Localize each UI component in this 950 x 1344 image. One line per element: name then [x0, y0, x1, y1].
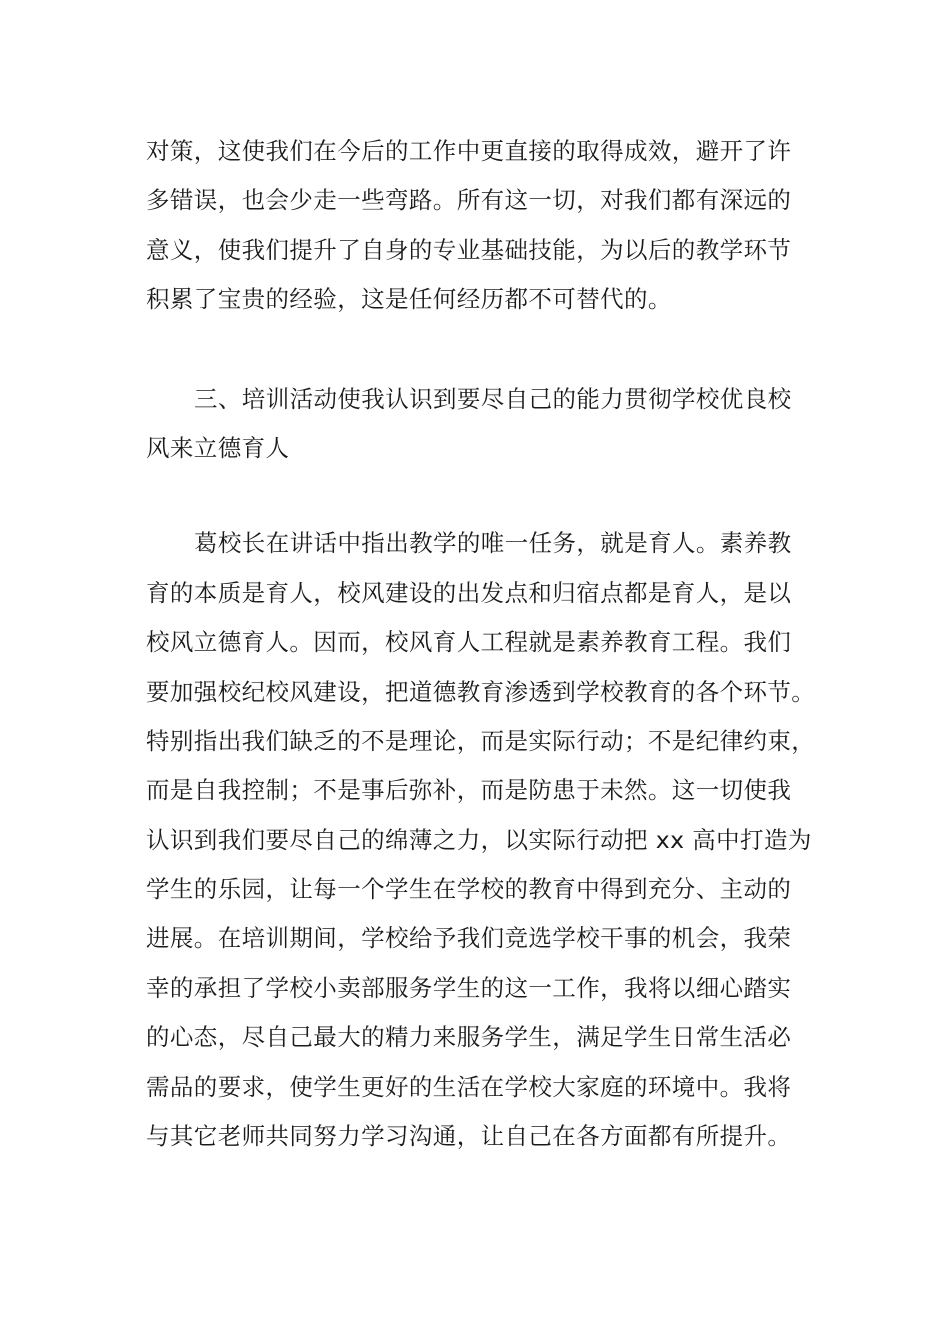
- text-line: 多错误，也会少走一些弯路。所有这一切，对我们都有深远的: [146, 186, 792, 215]
- text-line: 幸的承担了学校小卖部服务学生的这一工作，我将以细心踏实: [146, 973, 792, 1002]
- text-line: 与其它老师共同努力学习沟通，让自己在各方面都有所提升。: [146, 1122, 792, 1151]
- text-line: 意义，使我们提升了自身的专业基础技能，为以后的教学环节: [146, 235, 792, 264]
- text-line: 而是自我控制；不是事后弥补，而是防患于未然。这一切使我: [146, 776, 792, 805]
- text-line: 要加强校纪校风建设，把道德教育渗透到学校教育的各个环节。: [146, 677, 816, 706]
- text-line: 认识到我们要尽自己的绵薄之力，以实际行动把 xx 高中打造为: [146, 825, 812, 854]
- paragraph-spacer: [146, 325, 816, 375]
- text-line: 积累了宝贵的经验，这是任何经历都不可替代的。: [146, 285, 672, 314]
- text-line: 育的本质是育人，校风建设的出发点和归宿点都是育人，是以: [146, 578, 792, 607]
- section-heading: [146, 375, 816, 474]
- paragraph-body: [146, 519, 816, 1161]
- text-line: 对策，这使我们在今后的工作中更直接的取得成效，避开了许: [146, 137, 792, 165]
- text-line: 学生的乐园，让每一个学生在学校的教育中得到充分、主动的: [146, 875, 792, 904]
- text-line: 的心态，尽自己最大的精力来服务学生，满足学生日常生活必: [146, 1023, 792, 1052]
- paragraph-continuation: [146, 127, 816, 325]
- document-body: [146, 127, 816, 1161]
- heading-line: 风来立德育人: [146, 433, 290, 462]
- text-line: 特别指出我们缺乏的不是理论，而是实际行动；不是纪律约束，: [146, 726, 816, 755]
- text-line: 进展。在培训期间，学校给予我们竞选学校干事的机会，我荣: [146, 924, 792, 953]
- text-line: 校风立德育人。因而，校风育人工程就是素养教育工程。我们: [146, 628, 792, 657]
- paragraph-spacer: [146, 473, 816, 519]
- text-line: 需品的要求，使学生更好的生活在学校大家庭的环境中。我将: [146, 1072, 792, 1101]
- heading-line: 三、培训活动使我认识到要尽自己的能力贯彻学校优良校: [194, 384, 792, 413]
- text-line: 葛校长在讲话中指出教学的唯一任务，就是育人。素养教: [194, 529, 792, 558]
